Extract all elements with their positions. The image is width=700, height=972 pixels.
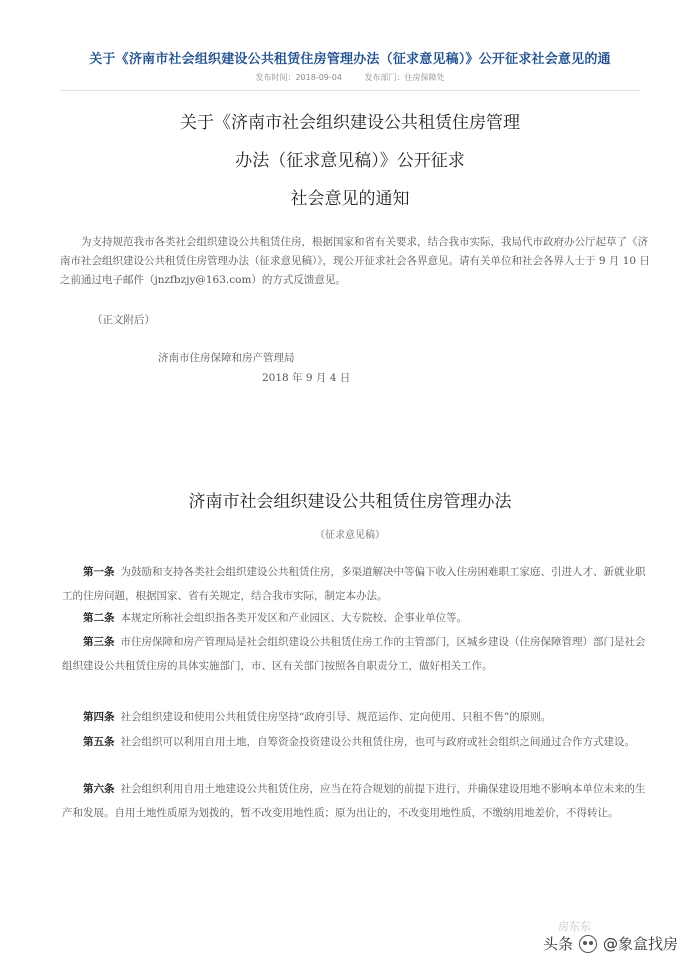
article-number: 第三条 — [83, 636, 115, 648]
article-text: 社会组织建设和使用公共租赁住房坚持“政府引导、规范运作、定向使用、只租不售”的原则。 — [120, 711, 552, 723]
notice-title-line-1: 关于《济南市社会组织建设公共租赁住房管理 — [180, 113, 520, 133]
article-number: 第二条 — [83, 612, 115, 624]
attachment-note: （正文附后） — [92, 314, 155, 326]
watermark-prefix: 头条 — [542, 935, 573, 953]
article-4 — [62, 705, 652, 729]
watermark-handle: @象盒找房 — [602, 935, 678, 953]
notice-title-line-3: 社会意见的通知 — [290, 189, 410, 209]
article-number: 第一条 — [83, 566, 115, 578]
article-meta — [0, 72, 700, 83]
law-title: 济南市社会组织建设公共租赁住房管理办法 — [188, 492, 512, 512]
article-number: 第六条 — [83, 783, 115, 795]
article-5 — [62, 730, 652, 754]
notice-title-line-2: 办法（征求意见稿）》公开征求 — [235, 151, 465, 171]
signature-org: 济南市住房保障和房产管理局 — [158, 352, 295, 364]
publish-time: 发布时间：2018-09-04 — [255, 73, 342, 82]
notice-body: 为支持规范我市各类社会组织建设公共租赁住房，根据国家和省有关要求，结合我市实际，我局代市政府办公厅起草了《济南市社会组织建设公共租赁住房管理办法（征求意见稿）》，现公开征求社会各界意见。请有关单位和社会各界人士于 9 月 10 日之前通过电子邮件（jnzfbzjy@163.com）的方式反馈意见。 — [60, 236, 650, 286]
article-3 — [62, 630, 652, 678]
article-text: 社会组织可以利用自用土地，自筹资金投资建设公共租赁住房，也可与政府或社会组织之间通过合作方式建设。 — [120, 736, 635, 748]
article-number: 第四条 — [83, 711, 115, 723]
article-text: 市住房保障和房产管理局是社会组织建设公共租赁住房工作的主管部门，区城乡建设（住房保障管理）部门是社会组织建设公共租赁住房的具体实施部门，市、区有关部门按照各自职责分工，做好相关工作。 — [62, 636, 646, 672]
publish-dept: 发布部门：住房保障处 — [364, 73, 445, 82]
law-subtitle: （征求意见稿） — [315, 530, 385, 541]
article-1 — [62, 560, 652, 608]
meta-divider — [60, 90, 640, 91]
signature-date: 2018 年 9 月 4 日 — [262, 372, 351, 384]
article-text: 社会组织利用自用土地建设公共租赁住房，应当在符合规划的前提下进行，并确保建设用地不影响本单位未来的生产和发展。自用土地性质原为划拨的，暂不改变用地性质；原为出让的，不改变用地性质，不缴纳用地差价，不得转让。 — [62, 783, 646, 819]
article-6 — [62, 777, 652, 825]
article-number: 第五条 — [83, 736, 115, 748]
article-2 — [62, 606, 652, 630]
ghost-watermark-text: 房东东 — [558, 920, 591, 933]
source-watermark — [543, 933, 678, 954]
article-header-title: 关于《济南市社会组织建设公共租赁住房管理办法（征求意见稿）》公开征求社会意见的通 — [89, 52, 611, 67]
toutiao-face-icon — [579, 935, 597, 953]
article-text: 本规定所称社会组织指各类开发区和产业园区、大专院校、企事业单位等。 — [120, 612, 467, 624]
article-text: 为鼓励和支持各类社会组织建设公共租赁住房，多渠道解决中等偏下收入住房困难职工家庭、引进人才、新就业职工的住房问题，根据国家、省有关规定，结合我市实际，制定本办法。 — [62, 566, 646, 602]
